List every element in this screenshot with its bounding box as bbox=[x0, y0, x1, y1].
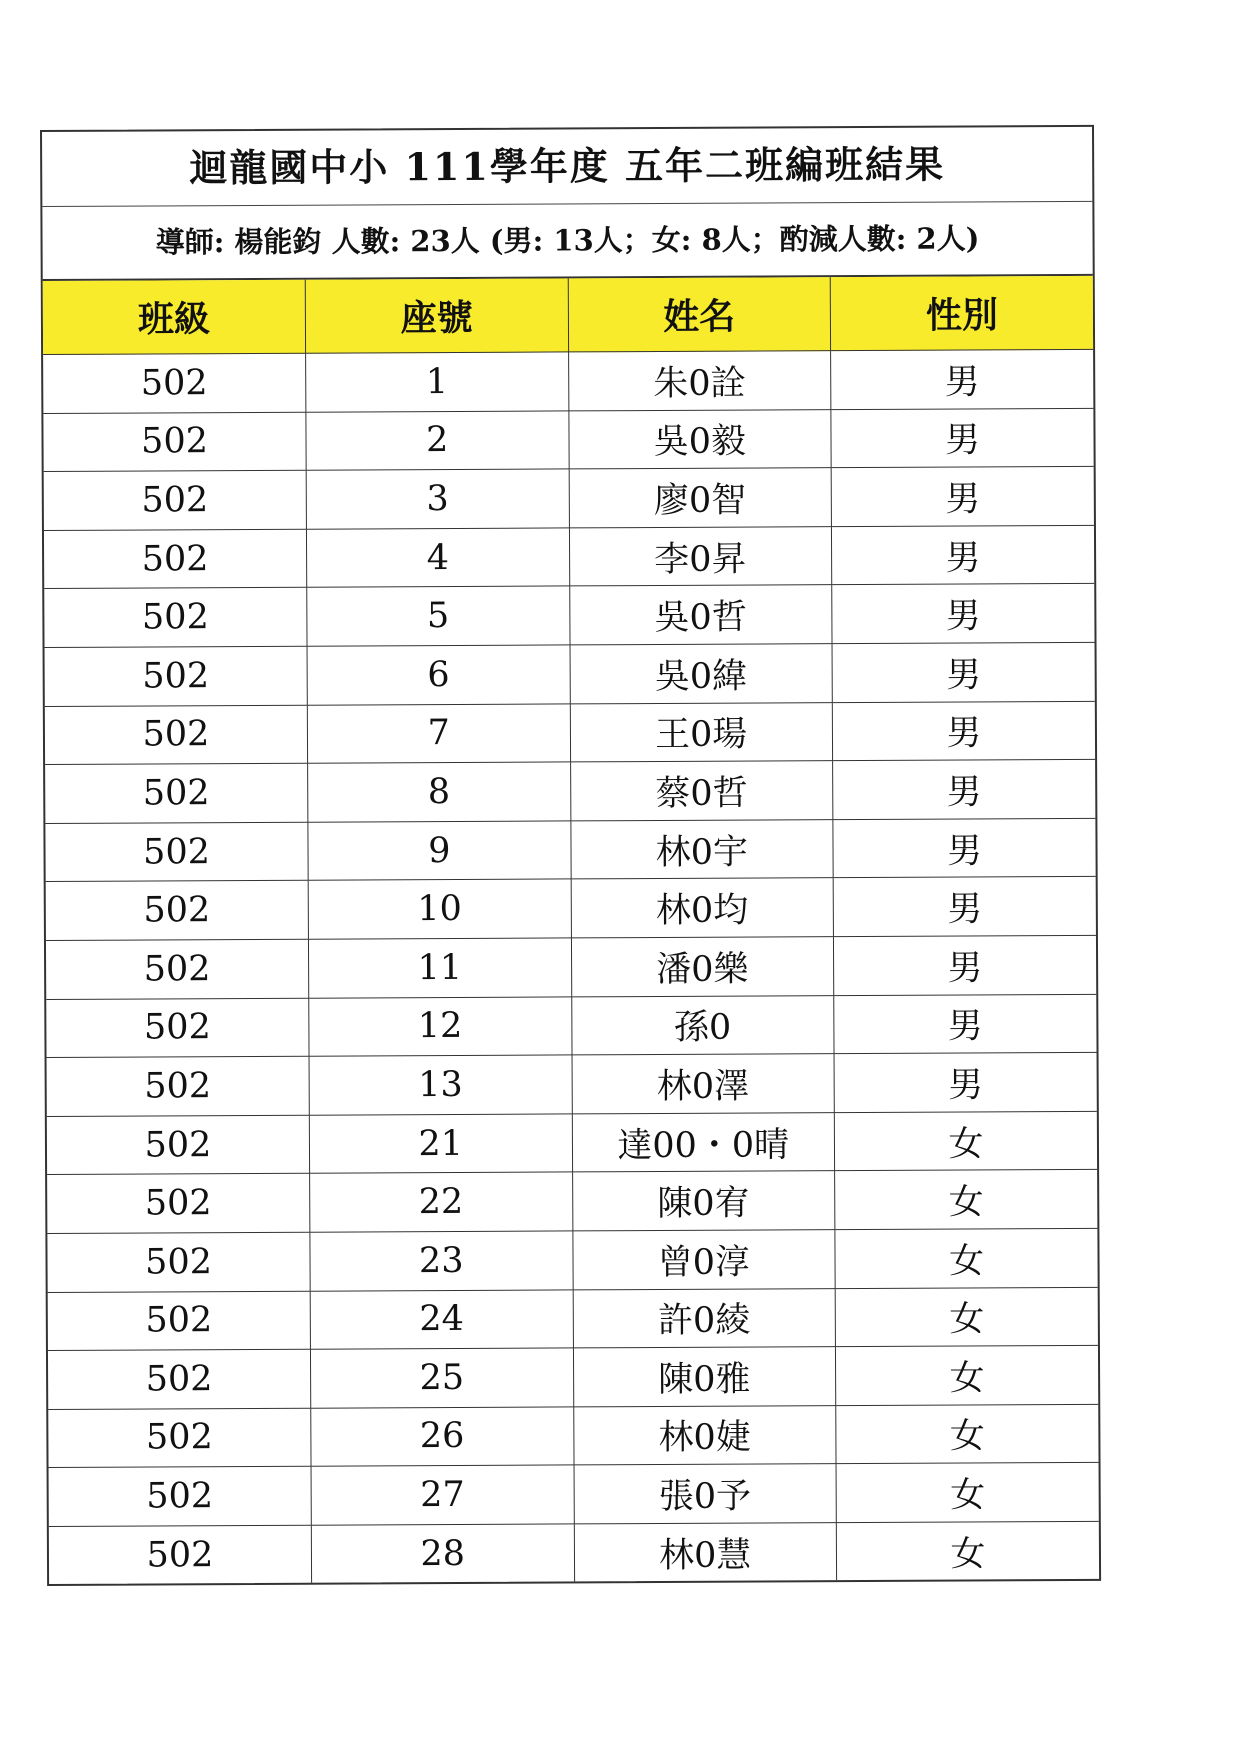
header-class: 班級 bbox=[43, 280, 306, 355]
cell-class: 502 bbox=[43, 353, 306, 413]
cell-gender: 男 bbox=[832, 642, 1095, 702]
table-row bbox=[44, 584, 1094, 648]
cell-seat: 12 bbox=[309, 996, 572, 1056]
cell-gender: 男 bbox=[834, 994, 1097, 1054]
student-rows bbox=[43, 349, 1099, 1584]
cell-class: 502 bbox=[44, 470, 307, 530]
table-row bbox=[45, 760, 1095, 824]
cell-name: 林0婕 bbox=[573, 1405, 836, 1465]
cell-name: 吳0毅 bbox=[568, 409, 831, 469]
cell-gender: 男 bbox=[833, 818, 1096, 878]
cell-seat: 9 bbox=[308, 821, 571, 881]
cell-class: 502 bbox=[47, 1174, 310, 1234]
cell-name: 潘0樂 bbox=[571, 937, 834, 997]
cell-gender: 男 bbox=[832, 584, 1095, 644]
cell-name: 廖0智 bbox=[569, 468, 832, 528]
cell-gender: 男 bbox=[831, 408, 1094, 468]
cell-gender: 女 bbox=[836, 1521, 1099, 1580]
cell-class: 502 bbox=[48, 1349, 311, 1409]
cell-gender: 女 bbox=[836, 1463, 1099, 1523]
table-row bbox=[43, 349, 1093, 413]
cell-class: 502 bbox=[46, 881, 309, 941]
cell-seat: 5 bbox=[307, 586, 570, 646]
table-row bbox=[48, 1404, 1098, 1468]
cell-seat: 4 bbox=[306, 528, 569, 588]
table-row bbox=[43, 408, 1093, 472]
cell-class: 502 bbox=[45, 763, 308, 823]
cell-gender: 女 bbox=[836, 1404, 1099, 1464]
cell-seat: 6 bbox=[307, 645, 570, 705]
cell-seat: 26 bbox=[311, 1407, 574, 1467]
cell-name: 陳0雅 bbox=[573, 1347, 836, 1407]
cell-gender: 男 bbox=[833, 935, 1096, 995]
cell-name: 張0予 bbox=[574, 1464, 837, 1524]
cell-gender: 男 bbox=[834, 1052, 1097, 1112]
table-row bbox=[49, 1521, 1099, 1584]
cell-seat: 10 bbox=[308, 879, 571, 939]
cell-name: 王0瑒 bbox=[570, 702, 833, 762]
cell-name: 曾0淳 bbox=[572, 1230, 835, 1290]
cell-gender: 女 bbox=[834, 1111, 1097, 1171]
header-seat: 座號 bbox=[305, 278, 568, 353]
table-row bbox=[47, 1228, 1097, 1292]
cell-seat: 21 bbox=[309, 1114, 572, 1174]
table-row bbox=[48, 1345, 1098, 1409]
cell-gender: 男 bbox=[831, 525, 1094, 585]
cell-name: 朱0詮 bbox=[568, 351, 831, 411]
table-row bbox=[47, 1170, 1097, 1234]
table-row bbox=[47, 1111, 1097, 1175]
cell-gender: 女 bbox=[835, 1228, 1098, 1288]
cell-name: 許0綾 bbox=[573, 1288, 836, 1348]
table-row bbox=[44, 467, 1094, 531]
cell-class: 502 bbox=[43, 412, 306, 472]
table-row bbox=[45, 701, 1095, 765]
cell-name: 蔡0哲 bbox=[570, 761, 833, 821]
table-row bbox=[45, 642, 1095, 706]
table-row bbox=[49, 1463, 1099, 1527]
table-row bbox=[46, 994, 1096, 1058]
cell-name: 林0慧 bbox=[574, 1523, 837, 1582]
cell-name: 孫0 bbox=[571, 995, 834, 1055]
table-row bbox=[48, 1287, 1098, 1351]
cell-seat: 2 bbox=[306, 411, 569, 471]
cell-gender: 女 bbox=[835, 1345, 1098, 1405]
cell-gender: 男 bbox=[833, 760, 1096, 820]
table-row bbox=[46, 935, 1096, 999]
document-title: 迴龍國中小 111學年度 五年二班編班結果 bbox=[42, 127, 1092, 207]
cell-class: 502 bbox=[49, 1466, 312, 1526]
cell-name: 吳0緯 bbox=[570, 644, 833, 704]
cell-class: 502 bbox=[44, 588, 307, 648]
cell-seat: 28 bbox=[311, 1524, 574, 1583]
cell-class: 502 bbox=[46, 939, 309, 999]
header-name: 姓名 bbox=[568, 277, 831, 352]
cell-seat: 22 bbox=[310, 1172, 573, 1232]
cell-seat: 8 bbox=[308, 762, 571, 822]
cell-seat: 7 bbox=[307, 703, 570, 763]
cell-class: 502 bbox=[45, 822, 308, 882]
cell-class: 502 bbox=[46, 998, 309, 1058]
cell-gender: 男 bbox=[831, 467, 1094, 527]
cell-name: 李0昇 bbox=[569, 526, 832, 586]
table-row bbox=[47, 1052, 1097, 1116]
class-summary: 導師: 楊能鈞 人數: 23人 (男: 13人；女: 8人；酌減人數: 2人) bbox=[42, 202, 1092, 281]
cell-class: 502 bbox=[45, 646, 308, 706]
cell-seat: 13 bbox=[309, 1055, 572, 1115]
cell-class: 502 bbox=[44, 529, 307, 589]
cell-gender: 男 bbox=[832, 701, 1095, 761]
cell-class: 502 bbox=[47, 1232, 310, 1292]
cell-class: 502 bbox=[47, 1115, 310, 1175]
table-header-row bbox=[43, 276, 1093, 355]
cell-name: 林0均 bbox=[571, 878, 834, 938]
cell-name: 陳0宥 bbox=[572, 1171, 835, 1231]
cell-seat: 3 bbox=[306, 469, 569, 529]
student-table bbox=[43, 276, 1099, 1585]
cell-gender: 女 bbox=[835, 1170, 1098, 1230]
cell-class: 502 bbox=[49, 1525, 312, 1584]
cell-seat: 25 bbox=[310, 1348, 573, 1408]
cell-class: 502 bbox=[47, 1056, 310, 1116]
cell-seat: 1 bbox=[306, 352, 569, 412]
cell-name: 吳0哲 bbox=[569, 585, 832, 645]
cell-name: 達00・0晴 bbox=[572, 1112, 835, 1172]
cell-seat: 24 bbox=[310, 1289, 573, 1349]
header-gender: 性別 bbox=[830, 276, 1093, 351]
class-list-sheet bbox=[40, 125, 1101, 1587]
table-row bbox=[44, 525, 1094, 589]
cell-seat: 23 bbox=[310, 1231, 573, 1291]
cell-name: 林0澤 bbox=[572, 1054, 835, 1114]
cell-seat: 27 bbox=[311, 1465, 574, 1525]
cell-class: 502 bbox=[45, 705, 308, 765]
cell-gender: 女 bbox=[835, 1287, 1098, 1347]
table-row bbox=[45, 818, 1095, 882]
cell-class: 502 bbox=[48, 1291, 311, 1351]
table-row bbox=[46, 877, 1096, 941]
cell-name: 林0宇 bbox=[570, 819, 833, 879]
cell-class: 502 bbox=[48, 1408, 311, 1468]
cell-gender: 男 bbox=[831, 349, 1094, 409]
cell-seat: 11 bbox=[308, 938, 571, 998]
cell-gender: 男 bbox=[833, 877, 1096, 937]
